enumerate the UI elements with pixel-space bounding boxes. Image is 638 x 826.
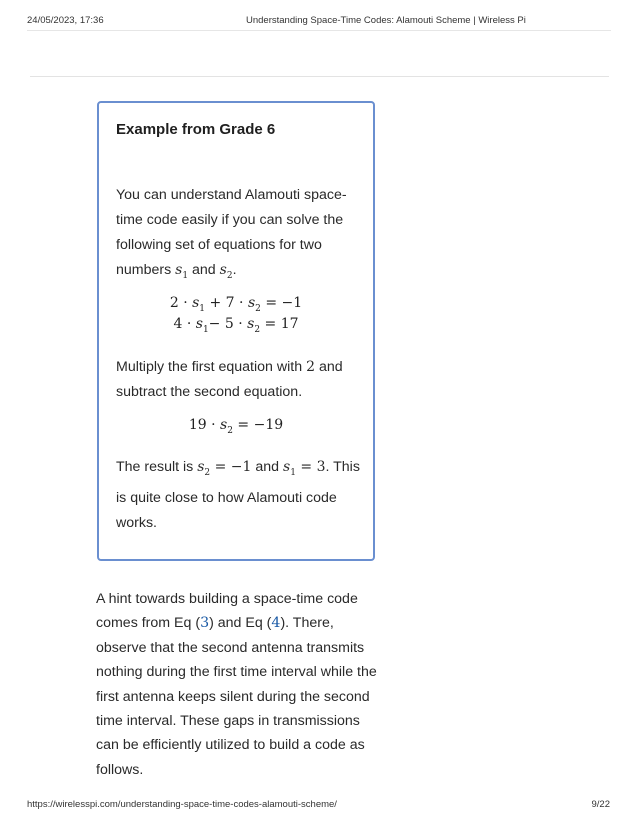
print-page-number: 9/22 xyxy=(591,799,610,810)
print-title: Understanding Space-Time Codes: Alamouti Scheme | Wireless Pi xyxy=(246,15,526,26)
multiply-num: 2 xyxy=(306,359,315,375)
eq3-rhs: −19 xyxy=(253,417,284,433)
eq1-coef1: 2 xyxy=(169,295,179,311)
print-footer-url: https://wirelesspi.com/understanding-space-time-codes-alamouti-scheme/ xyxy=(27,799,337,810)
eq-ref-4[interactable]: 4 xyxy=(271,615,281,632)
body-text-2: ) and Eq ( xyxy=(209,615,272,632)
equation-3: $19 \cdot s_2 = -19$ xyxy=(188,417,284,436)
result-pre: The result is xyxy=(116,459,194,475)
result-s2-value: −1 xyxy=(230,459,252,475)
result-post: . This is quite close to how Alamouti code works. xyxy=(116,459,360,531)
print-date: 24/05/2023, 17:36 xyxy=(27,15,104,26)
example-result: The result is $s_2 = -1$ and $s_1 = 3$. This is quite close to how Alamouti code works. xyxy=(116,459,360,531)
multiply-post: and subtract the second equation. xyxy=(116,359,343,400)
math-s1: $s_1$ xyxy=(175,262,189,281)
eq3-coef: 19 xyxy=(188,417,207,433)
content-divider xyxy=(30,76,609,77)
eq2-rhs: 17 xyxy=(280,316,299,332)
eq1-coef2: 7 xyxy=(225,295,235,311)
math-s2: $s_2$ xyxy=(219,262,233,281)
intro-text: You can understand Alamouti space-time code easily if you can solve the following set of equations for two numbers xyxy=(116,187,347,278)
example-box xyxy=(97,101,375,561)
header-divider xyxy=(27,30,611,31)
eq-ref-3[interactable]: 3 xyxy=(200,615,210,632)
eq2-coef1: 4 xyxy=(173,316,183,332)
example-intro: You can understand Alamouti space-time code easily if you can solve the following set of equations for two numbers $s_1$ and $s_2$. xyxy=(116,187,347,281)
result-s1-value: 3 xyxy=(316,459,326,475)
multiply-pre: Multiply the first equation with xyxy=(116,359,303,375)
print-header xyxy=(0,0,638,32)
eq1-rhs: −1 xyxy=(281,295,303,311)
eq2-coef2: 5 xyxy=(224,316,234,332)
intro-and: and xyxy=(192,262,216,278)
body-paragraph xyxy=(96,587,381,782)
example-title: Example from Grade 6 xyxy=(116,121,276,138)
equation-2: $4 \cdot s_1- 5 \cdot s_2 = 17$ xyxy=(173,316,299,335)
result-s2-label: $s_2$ xyxy=(197,459,211,478)
body-text-3: ). There, observe that the second antenna transmits nothing during the first time interval while the first antenna keeps silent during the second time interval. These gaps in transmissions can be efficiently utilized to build a code as follows. xyxy=(96,615,377,778)
example-multiply xyxy=(116,355,361,405)
result-s1-label: $s_1$ xyxy=(283,459,296,478)
result-and: and xyxy=(255,459,280,475)
equation-1: $2 \cdot s_1 + 7 \cdot s_2 = -1$ xyxy=(169,295,303,314)
body-text-1: A hint towards building a space-time code comes from Eq ( xyxy=(96,591,358,632)
